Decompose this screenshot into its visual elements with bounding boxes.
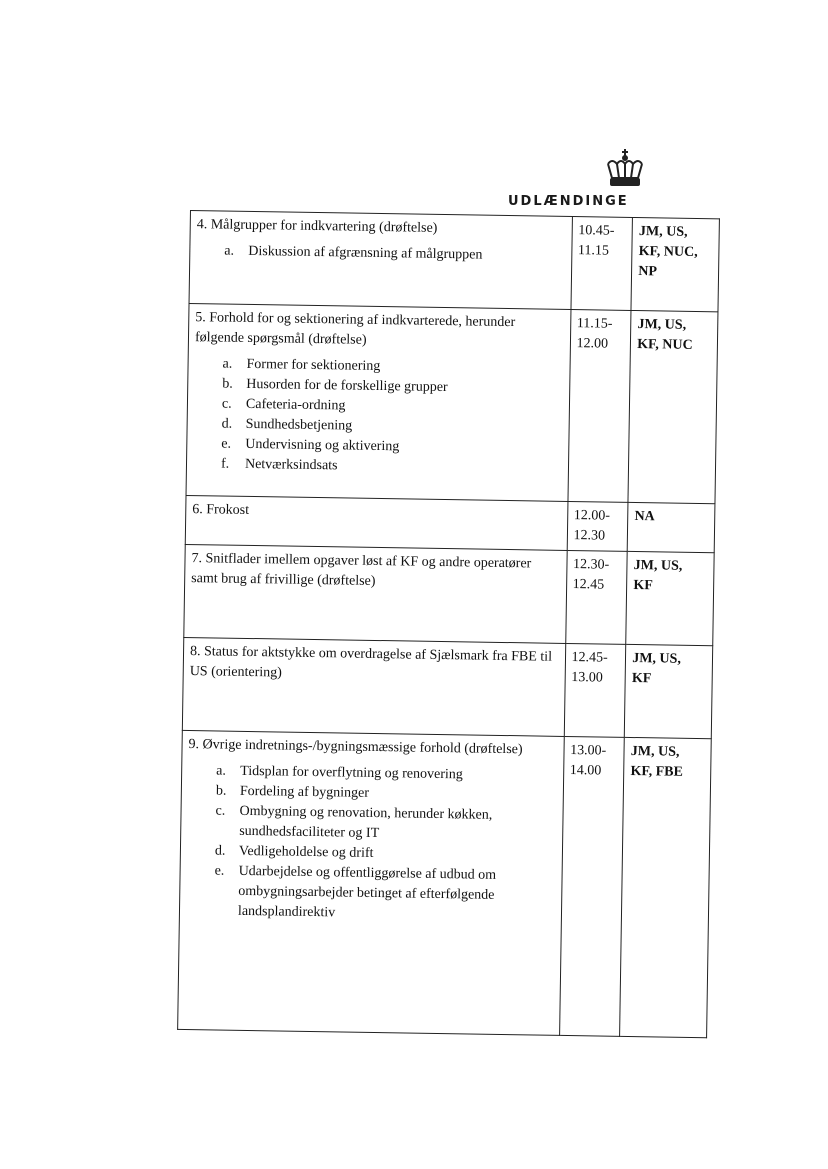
agenda-subitem-list (196, 241, 565, 267)
agenda-topic-cell (182, 638, 565, 737)
subitem-text: Cafeteria-ordning (245, 396, 346, 414)
agenda-row (186, 303, 718, 503)
agenda-time-cell: 12.00- 12.30 (567, 501, 628, 551)
agenda-row (189, 211, 719, 312)
agenda-item-title: 7. Snitflader imellem opgaver løst af KF og andre operatører samt brug af frivillige (drøftelse) (191, 551, 532, 590)
agenda-responsible-cell: JM, US, KF, NUC (628, 310, 718, 503)
agenda-subitem-list (193, 354, 563, 480)
ministry-logo-text: UDLÆNDINGE (508, 194, 629, 209)
subitem-letter: e. (214, 863, 225, 879)
agenda-row (178, 730, 712, 1037)
subitem-letter: b. (215, 783, 227, 799)
subitem-letter: a. (216, 763, 227, 779)
agenda-table (177, 210, 720, 1038)
agenda-item-title: 4. Målgrupper for indkvartering (drøftelse) (196, 217, 438, 236)
agenda-topic-cell (189, 211, 572, 310)
subitem-text: Ombygning og renovation, herunder køkken, sundhedsfaciliteter og IT (239, 803, 493, 842)
agenda-responsible-cell: JM, US, KF, FBE (620, 737, 711, 1037)
agenda-item-title: 6. Frokost (192, 501, 250, 518)
agenda-subitem (215, 802, 556, 847)
agenda-body (178, 211, 720, 1038)
subitem-text: Husorden for de forskellige grupper (246, 376, 448, 395)
agenda-time-cell: 12.45- 13.00 (564, 644, 626, 738)
agenda-subitem (221, 454, 562, 479)
subitem-text: Netværksindsats (244, 456, 338, 474)
subitem-text: Fordeling af bygninger (239, 783, 370, 801)
agenda-responsible-cell: JM, US, KF (625, 645, 713, 739)
subitem-letter: f. (220, 456, 230, 472)
agenda-responsible-cell: JM, US, KF (626, 552, 714, 646)
agenda-item-title: 9. Øvrige indretnings-/bygningsmæssige forhold (drøftelse) (188, 737, 523, 758)
agenda-responsible-cell: JM, US, KF, NUC, NP (631, 217, 719, 311)
agenda-topic-cell (185, 495, 567, 550)
agenda-time-cell: 10.45- 11.15 (571, 217, 633, 311)
agenda-responsible-cell: NA (627, 502, 715, 553)
subitem-text: Vedligeholdelse og drift (238, 843, 374, 862)
agenda-row (185, 495, 715, 553)
subitem-letter: b. (222, 376, 233, 392)
agenda-time-cell: 12.30- 12.45 (565, 551, 627, 645)
agenda-topic-cell (178, 730, 564, 1035)
subitem-letter: e. (221, 436, 232, 452)
agenda-item-title: 5. Forhold for og sektionering af indkvarterede, herunder følgende spørgsmål (drøftelse) (194, 310, 516, 348)
subitem-letter: a. (222, 356, 233, 372)
subitem-letter: c. (215, 803, 226, 819)
royal-crown-icon (604, 148, 646, 188)
subitem-text: Tidsplan for overflytning og renovering (240, 763, 463, 783)
agenda-subitem-list (186, 761, 557, 927)
agenda-topic-cell (184, 545, 567, 644)
subitem-text: Diskussion af afgrænsning af målgruppen (248, 243, 483, 263)
agenda-subitem (214, 862, 555, 927)
agenda-time-cell: 13.00- 14.00 (559, 736, 624, 1036)
subitem-text: Udarbejdelse og offentliggørelse af udbud om ombygningsarbejder betinget af efterfølgende landsplandirektiv (237, 863, 497, 921)
agenda-topic-cell (186, 303, 571, 501)
agenda-item-title: 8. Status for aktstykke om overdragelse af Sjælsmark fra FBE til US (orientering) (189, 644, 553, 681)
subitem-letter: d. (214, 843, 226, 859)
agenda-subitem (224, 242, 565, 267)
subitem-text: Former for sektionering (246, 356, 381, 374)
subitem-text: Sundhedsbetjening (245, 416, 353, 434)
subitem-letter: c. (221, 396, 232, 412)
agenda-time-cell: 11.15- 12.00 (568, 309, 632, 502)
agenda-row (182, 638, 712, 739)
subitem-letter: a. (224, 243, 235, 259)
agenda-row (184, 545, 714, 646)
subitem-letter: d. (221, 416, 233, 432)
subitem-text: Undervisning og aktivering (245, 436, 400, 455)
